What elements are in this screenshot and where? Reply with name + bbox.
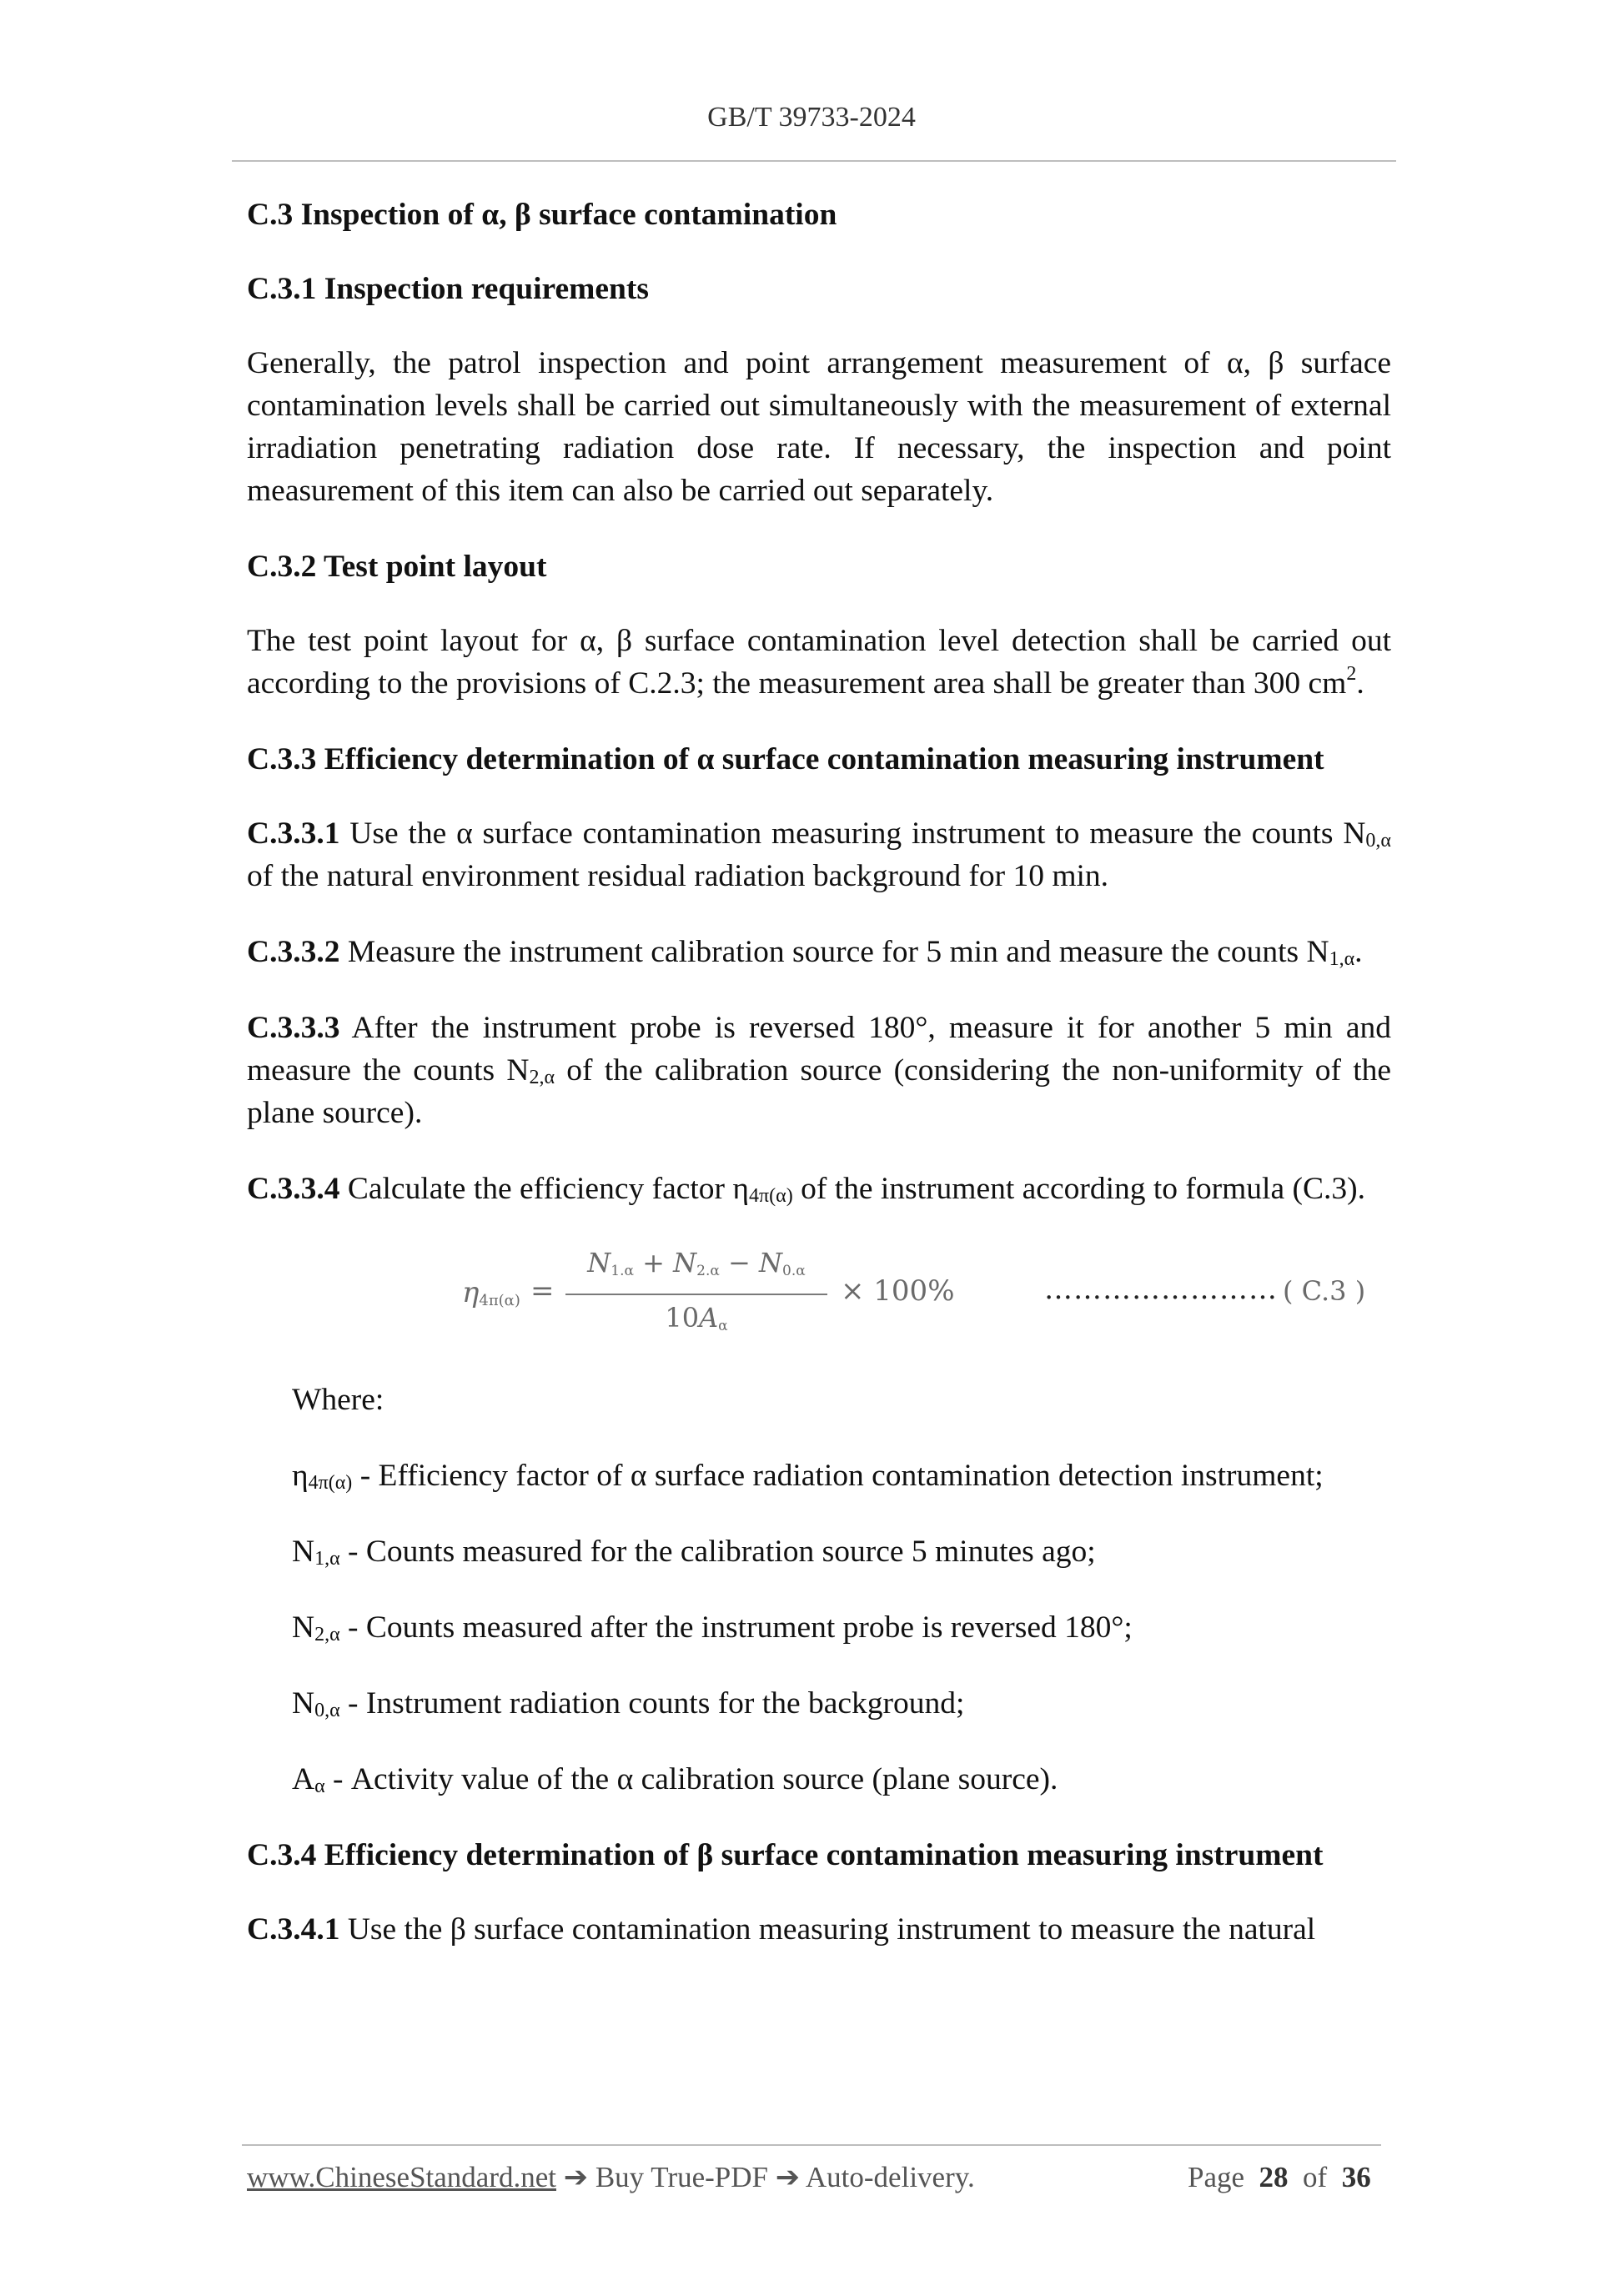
page-indicator [1188, 2161, 1371, 2194]
clause-c332 [247, 931, 1391, 973]
where-subscript: 2,α [314, 1624, 340, 1645]
formula-times-100: × 100% [841, 1274, 955, 1308]
squared-superscript: 2 [1346, 663, 1357, 685]
where-subscript: 4π(α) [308, 1472, 353, 1494]
where-item [292, 1682, 1391, 1725]
formula-den-var: A [699, 1302, 719, 1334]
clause-c333 [247, 1007, 1391, 1134]
where-symbol: η [292, 1459, 309, 1493]
clause-c331-text-end: of the natural environment residual radiation background for 10 min. [247, 859, 1109, 893]
formula-den-coef: 10 [665, 1302, 700, 1334]
page-label: Page [1188, 2161, 1245, 2193]
section-c32-end: . [1356, 666, 1364, 701]
clause-c333-number: C.3.3.3 [247, 1011, 340, 1045]
clause-c333-text: After the instrument probe is reversed 180°, measure it for another 5 min and measure the counts N [247, 1011, 1391, 1088]
clause-c332-subscript: 1,α [1329, 948, 1355, 970]
clause-c331-number: C.3.3.1 [247, 816, 340, 851]
where-symbol: N [292, 1686, 315, 1721]
arrow-icon: ➔ [768, 2161, 806, 2193]
formula-plus: + [633, 1247, 674, 1279]
clause-c341 [247, 1908, 1391, 1951]
clause-c332-text-end: . [1354, 935, 1363, 969]
section-c31-heading: C.3.1 Inspection requirements [247, 272, 649, 306]
formula-fraction [565, 1243, 827, 1344]
auto-delivery-text: Auto-delivery. [805, 2161, 975, 2193]
formula-n2: N [673, 1247, 697, 1279]
where-subscript: 0,α [314, 1700, 340, 1721]
where-symbol: N [292, 1610, 315, 1645]
clause-c334-number: C.3.3.4 [247, 1172, 340, 1206]
clause-c334-text: Calculate the efficiency factor η [339, 1172, 750, 1206]
document-header: GB/T 39733-2024 [707, 102, 916, 133]
section-c34-heading: C.3.4 Efficiency determination of β surface contamination measuring instrument [247, 1838, 1324, 1872]
page-of: of [1303, 2161, 1328, 2193]
formula-n0-subscript: 0.α [782, 1263, 806, 1279]
fraction-bar [565, 1294, 827, 1295]
formula-n2-subscript: 2.α [696, 1263, 720, 1279]
clause-c341-number: C.3.4.1 [247, 1912, 340, 1947]
footer-divider [242, 2144, 1381, 2146]
clause-c333-text-end: of the calibration source (considering the non-uniformity of the plane source). [247, 1053, 1392, 1130]
where-text: - Counts measured for the calibration source 5 minutes ago; [339, 1535, 1096, 1569]
where-item [292, 1530, 1391, 1573]
section-c32-paragraph [247, 620, 1391, 705]
formula-numerator [565, 1243, 827, 1290]
clause-c332-text: Measure the instrument calibration source for 5 min and measure the counts N [339, 935, 1329, 969]
where-text: - Activity value of the α calibration source (plane source). [324, 1762, 1058, 1796]
section-c32-text: The test point layout for α, β surface contamination level detection shall be carried out according to the provisions of C.2.3; the measurement area shall be greater than 300 cm [247, 624, 1391, 701]
where-item [292, 1758, 1391, 1801]
header-divider [232, 160, 1396, 162]
clause-c332-number: C.3.3.2 [247, 935, 340, 969]
clause-c341-text: Use the β surface contamination measuring instrument to measure the natural [339, 1912, 1316, 1947]
where-text: - Counts measured after the instrument probe is reversed 180°; [339, 1610, 1133, 1645]
section-c3-heading: C.3 Inspection of α, β surface contamination [247, 198, 837, 232]
where-label: Where: [292, 1383, 384, 1417]
where-symbol: N [292, 1535, 315, 1569]
where-subscript: 1,α [314, 1548, 340, 1570]
clause-c334-subscript: 4π(α) [749, 1185, 793, 1207]
website-link[interactable]: www.ChineseStandard.net [247, 2161, 556, 2193]
footer-promo [247, 2161, 975, 2194]
formula-lhs-subscript: 4π(α) [479, 1292, 520, 1309]
clause-c331-text: Use the α surface contamination measuring instrument to measure the counts N [339, 816, 1366, 851]
where-text: - Instrument radiation counts for the background; [339, 1686, 965, 1721]
formula-n0: N [759, 1247, 782, 1279]
buy-true-pdf-text: Buy True-PDF [595, 2161, 768, 2193]
page-total: 36 [1341, 2161, 1371, 2193]
formula-equals: = [530, 1274, 555, 1308]
section-c31-text: Generally, the patrol inspection and point arrangement measurement of α, β surface contamination levels shall be carried out simultaneously with the measurement of external irradiation penetrating radiation dose rate. If necessary, the inspection and point measurement of this item can also be carried out separately. [247, 346, 1391, 508]
section-c32-heading: C.3.2 Test point layout [247, 550, 547, 584]
formula-eta: η [462, 1276, 480, 1309]
clause-c334 [247, 1168, 1391, 1210]
formula-denominator [565, 1300, 827, 1344]
where-text: - Efficiency factor of α surface radiation contamination detection instrument; [352, 1459, 1324, 1493]
where-subscript: α [314, 1776, 325, 1797]
formula-c3 [247, 1243, 1391, 1335]
formula-n1-subscript: 1.α [611, 1263, 634, 1279]
page-current: 28 [1259, 2161, 1289, 2193]
clause-c331-subscript: 0,α [1365, 830, 1391, 852]
where-item [292, 1454, 1391, 1497]
formula-number: ( C.3 ) [1283, 1275, 1366, 1307]
formula-minus: − [719, 1247, 759, 1279]
formula-n1: N [587, 1247, 611, 1279]
formula-leader-dots: …………………… [1044, 1273, 1278, 1306]
formula-den-subscript: α [718, 1318, 728, 1334]
where-item [292, 1606, 1391, 1649]
where-symbol: A [292, 1762, 315, 1796]
clause-c334-text-end: of the instrument according to formula (C.3). [792, 1172, 1365, 1206]
clause-c333-subscript: 2,α [529, 1067, 555, 1088]
page-content [247, 193, 1391, 1984]
formula-lhs [462, 1272, 520, 1322]
section-c33-heading: C.3.3 Efficiency determination of α surface contamination measuring instrument [247, 742, 1324, 776]
clause-c331 [247, 812, 1391, 897]
arrow-icon: ➔ [556, 2161, 595, 2193]
